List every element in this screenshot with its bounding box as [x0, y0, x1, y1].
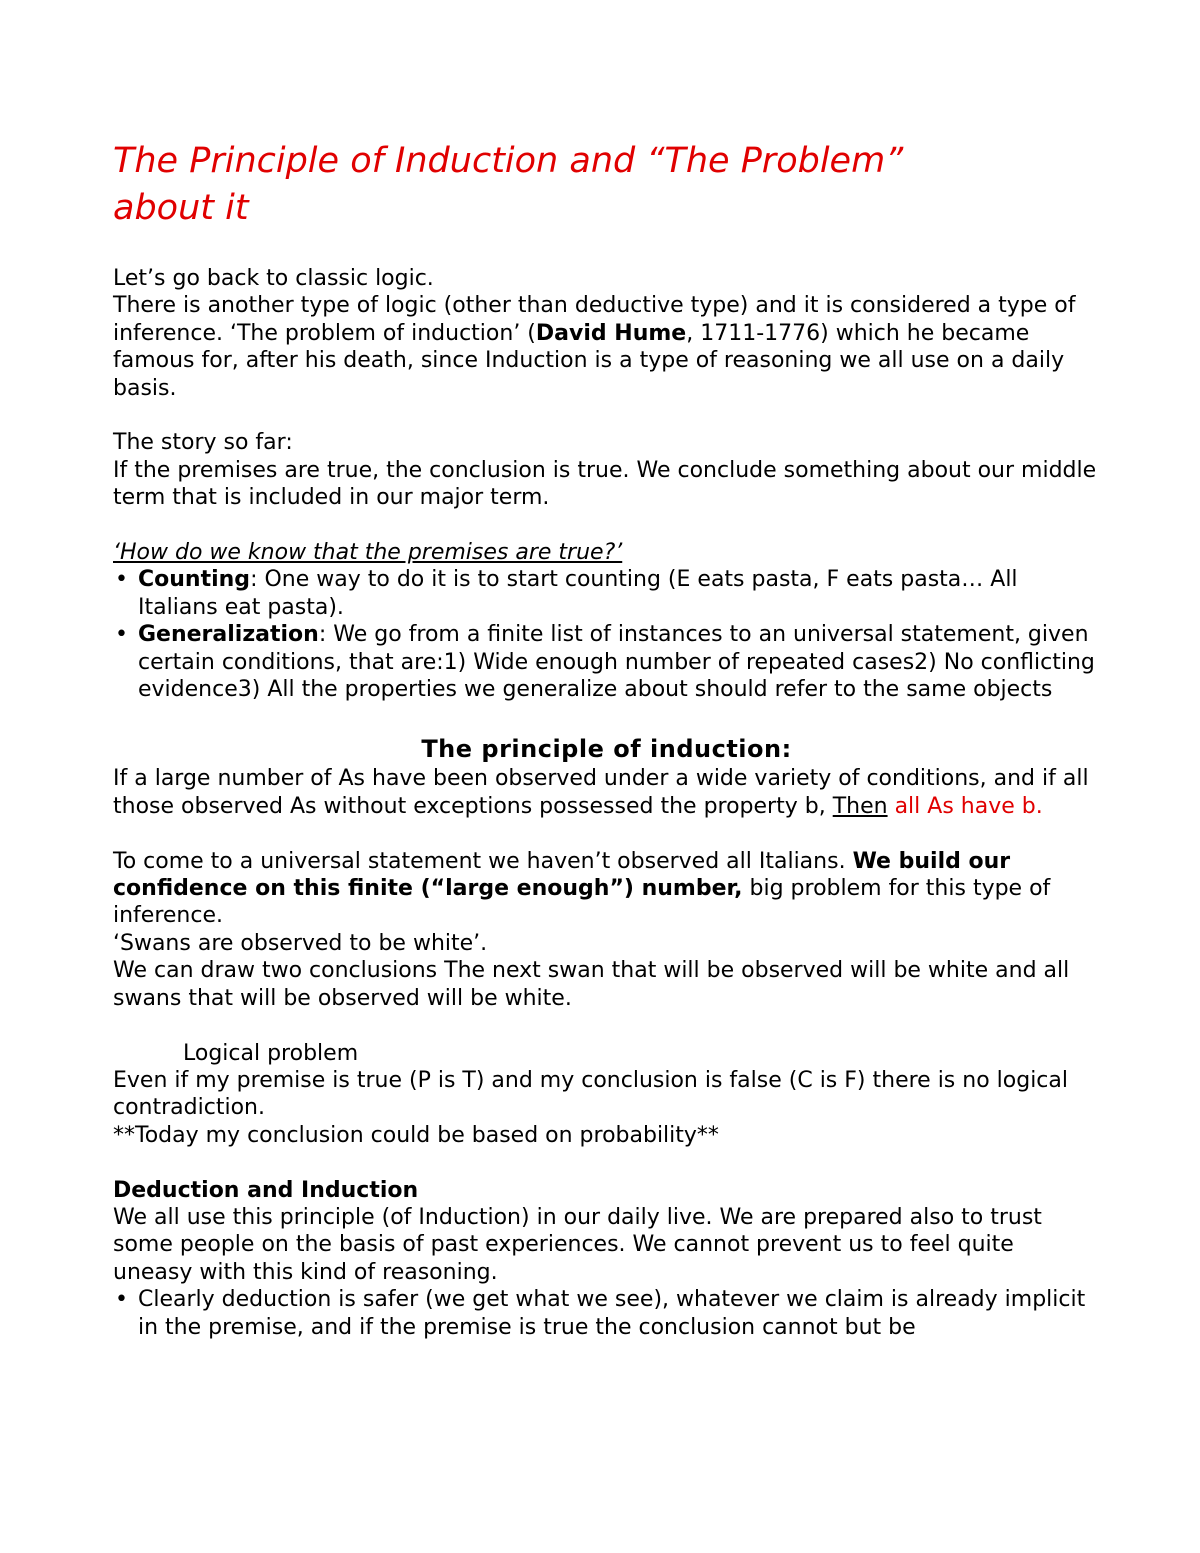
list-item: [113, 621, 1100, 703]
spacer: [113, 232, 1100, 265]
list-item: [113, 566, 1100, 621]
principle-text: [113, 765, 1100, 820]
principle-period: .: [1035, 793, 1043, 819]
principle-heading: The principle of induction:: [421, 735, 792, 764]
deduction-heading: Deduction and Induction: [113, 1177, 419, 1203]
spacer: [113, 1012, 1100, 1039]
intro-paragraph: [113, 292, 1100, 402]
document-body: [113, 265, 1100, 1341]
universal-bold: We build our confidence on this finite (“large enough”) number,: [113, 848, 1011, 902]
bullet-text: : One way to do it is to start counting (E eats pasta, F eats pasta… All Italians eat pasta).: [138, 567, 1018, 620]
intro-line: Let’s go back to classic logic.: [113, 266, 434, 291]
deduction-bullet-list: [113, 1286, 1100, 1341]
list-item: • Clearly deduction is safer (we get what we see), whatever we claim is already implicit in the premise, and if the premise is true the conclusion cannot but be: [113, 1286, 1100, 1341]
bullet-text: : We go from a finite list of instances to an universal statement, given certain conditions, that are:1) Wide enough number of repeated cases2) No conflicting evidence3) All the properties we generalize about should refer to the same objects: [138, 622, 1095, 703]
spacer: [113, 402, 1100, 429]
spacer: [113, 820, 1100, 847]
principle-then: Then: [832, 793, 888, 819]
author-name: David Hume: [535, 320, 687, 346]
principle-body: If a large number of As have been observed under a wide variety of conditions, and if all those observed As without exceptions possessed the property b,: [113, 766, 1089, 819]
spacer: [113, 512, 1100, 539]
swans-line: ‘Swans are observed to be white’.: [113, 930, 488, 956]
spacer: [113, 1149, 1100, 1176]
universal-text-b: big problem for this type of inference.: [113, 876, 1051, 929]
bullet-term: Generalization: [138, 622, 319, 648]
story-heading: The story so far:: [113, 430, 293, 456]
probability-note: **Today my conclusion could be based on probability**: [113, 1122, 719, 1148]
conclusions-text: We can draw two conclusions The next swan that will be observed will be white and all swans that will be observed will be white.: [113, 958, 1070, 1011]
document-title: The Principle of Induction and “The Problem” about it: [113, 141, 904, 228]
question-bullet-list: [113, 566, 1100, 703]
logical-text: Even if my premise is true (P is T) and my conclusion is false (C is F) there is no logical contradiction.: [113, 1067, 1068, 1121]
logical-heading: Logical problem: [183, 1040, 359, 1066]
universal-text-a: To come to a universal statement we haven’t observed all Italians.: [113, 848, 853, 874]
question-heading: ‘How do we know that the premises are true?’: [113, 540, 623, 566]
intro-text-b: , 1711-1776) which he became famous for, after his death, since Induction is a type of reasoning we all use on a daily basis.: [113, 320, 1065, 401]
deduction-text: We all use this principle (of Induction) in our daily live. We are prepared also to trust some people on the basis of past experiences. We cannot prevent us to feel quite uneasy with this kind of reasoning.: [113, 1204, 1042, 1285]
bullet-term: Counting: [138, 567, 251, 593]
story-text: If the premises are true, the conclusion is true. We conclude something about our middle term that is included in our major term.: [113, 457, 1097, 511]
universal-paragraph: [113, 848, 1100, 930]
intro-text-a: There is another type of logic (other than deductive type) and it is considered a type of inference. ‘The problem of induction’ (: [113, 293, 1076, 346]
principle-conclusion: all As have b: [887, 793, 1036, 819]
